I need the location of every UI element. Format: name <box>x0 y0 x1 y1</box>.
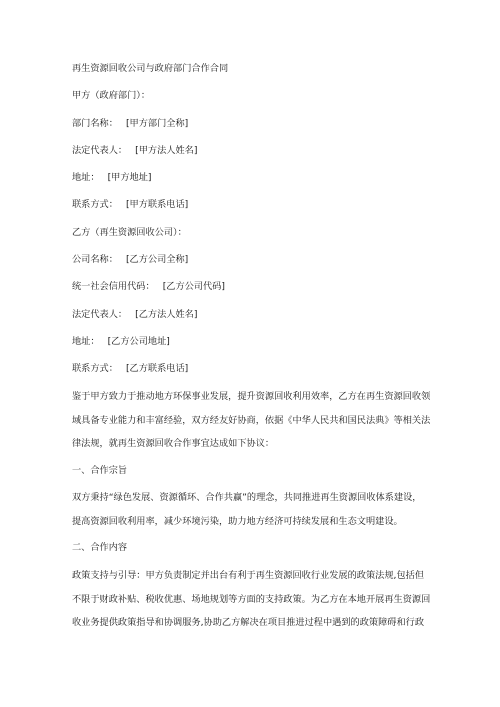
party-a-addr-label: 地址： <box>72 172 100 184</box>
paragraph-line: 提高资源回收利用率，减少环境污染，助力地方经济可持续发展和生态文明建设。 <box>72 515 403 527</box>
paragraph-line: 鉴于甲方致力于推动地方环保事业发展，提升资源回收利用效率，乙方在再生资源回收领 <box>72 391 431 403</box>
party-b-addr-value: [乙方公司地址] <box>107 335 170 347</box>
party-a-addr-value: [甲方地址] <box>107 172 152 184</box>
party-b-addr-label: 地址： <box>72 335 100 347</box>
document-title: 再生资源回收公司与政府部门合作合同 <box>72 63 229 74</box>
paragraph-line: 政策支持与引导：甲方负责制定并出台有利于再生资源回收行业发展的政策法规,包括但 <box>72 570 425 582</box>
section-1-paragraph <box>72 486 438 533</box>
paragraph-line: 不限于财政补贴、税收优惠、场地规划等方面的支持政策。为乙方在本地开展再生资源回 <box>72 593 431 605</box>
party-b-company-value: [乙方公司全称] <box>125 254 189 266</box>
party-b-rep-label: 法定代表人： <box>72 308 128 320</box>
party-b-rep-line <box>72 308 438 322</box>
party-a-contact-value: [甲方联系电话] <box>125 199 189 211</box>
party-b-addr-line <box>72 335 438 349</box>
paragraph-line: 域具备专业能力和丰富经验，双方经友好协商，依据《中华人民共和国民法典》等相关法 <box>72 414 431 426</box>
party-a-heading: 甲方（政府部门）： <box>72 90 151 102</box>
party-a-addr-line <box>72 171 438 185</box>
party-a-contact-line <box>72 198 438 212</box>
party-b-company-line <box>72 253 438 267</box>
paragraph-line: 双方秉持“绿色发展、资源循环、合作共赢”的理念，共同推进再生资源回收体系建设， <box>72 492 422 504</box>
section-2-heading: 二、合作内容 <box>72 542 128 554</box>
party-b-company-label: 公司名称： <box>72 254 118 266</box>
party-b-contact-label: 联系方式： <box>72 363 118 375</box>
party-a-dept-label: 部门名称： <box>72 117 118 129</box>
section-2-paragraph <box>72 564 438 635</box>
party-b-contact-value: [乙方联系电话] <box>125 363 189 375</box>
party-b-code-line <box>72 280 438 294</box>
contract-page <box>72 62 438 643</box>
party-a-rep-line <box>72 144 438 158</box>
party-b-code-value: [乙方公司代码] <box>162 281 225 293</box>
party-b-rep-value: [乙方法人姓名] <box>135 308 198 320</box>
party-b-heading: 乙方（再生资源回收公司）： <box>72 226 187 238</box>
party-a-dept-line <box>72 117 438 131</box>
party-b-contact-line <box>72 362 438 376</box>
party-a-contact-label: 联系方式： <box>72 199 118 211</box>
section-1-heading: 一、合作宗旨 <box>72 464 128 476</box>
party-a-dept-value: [甲方部门全称] <box>125 117 189 129</box>
paragraph-line: 收业务提供政策指导和协调服务,协助乙方解决在项目推进过程中遇到的政策障碍和行政 <box>72 617 425 629</box>
party-b-code-label: 统一社会信用代码： <box>72 281 155 293</box>
paragraph-line: 律法规，就再生资源回收合作事宜达成如下协议： <box>72 438 275 450</box>
party-a-rep-value: [甲方法人姓名] <box>135 144 198 156</box>
party-a-rep-label: 法定代表人： <box>72 144 128 156</box>
preamble-paragraph <box>72 385 438 456</box>
